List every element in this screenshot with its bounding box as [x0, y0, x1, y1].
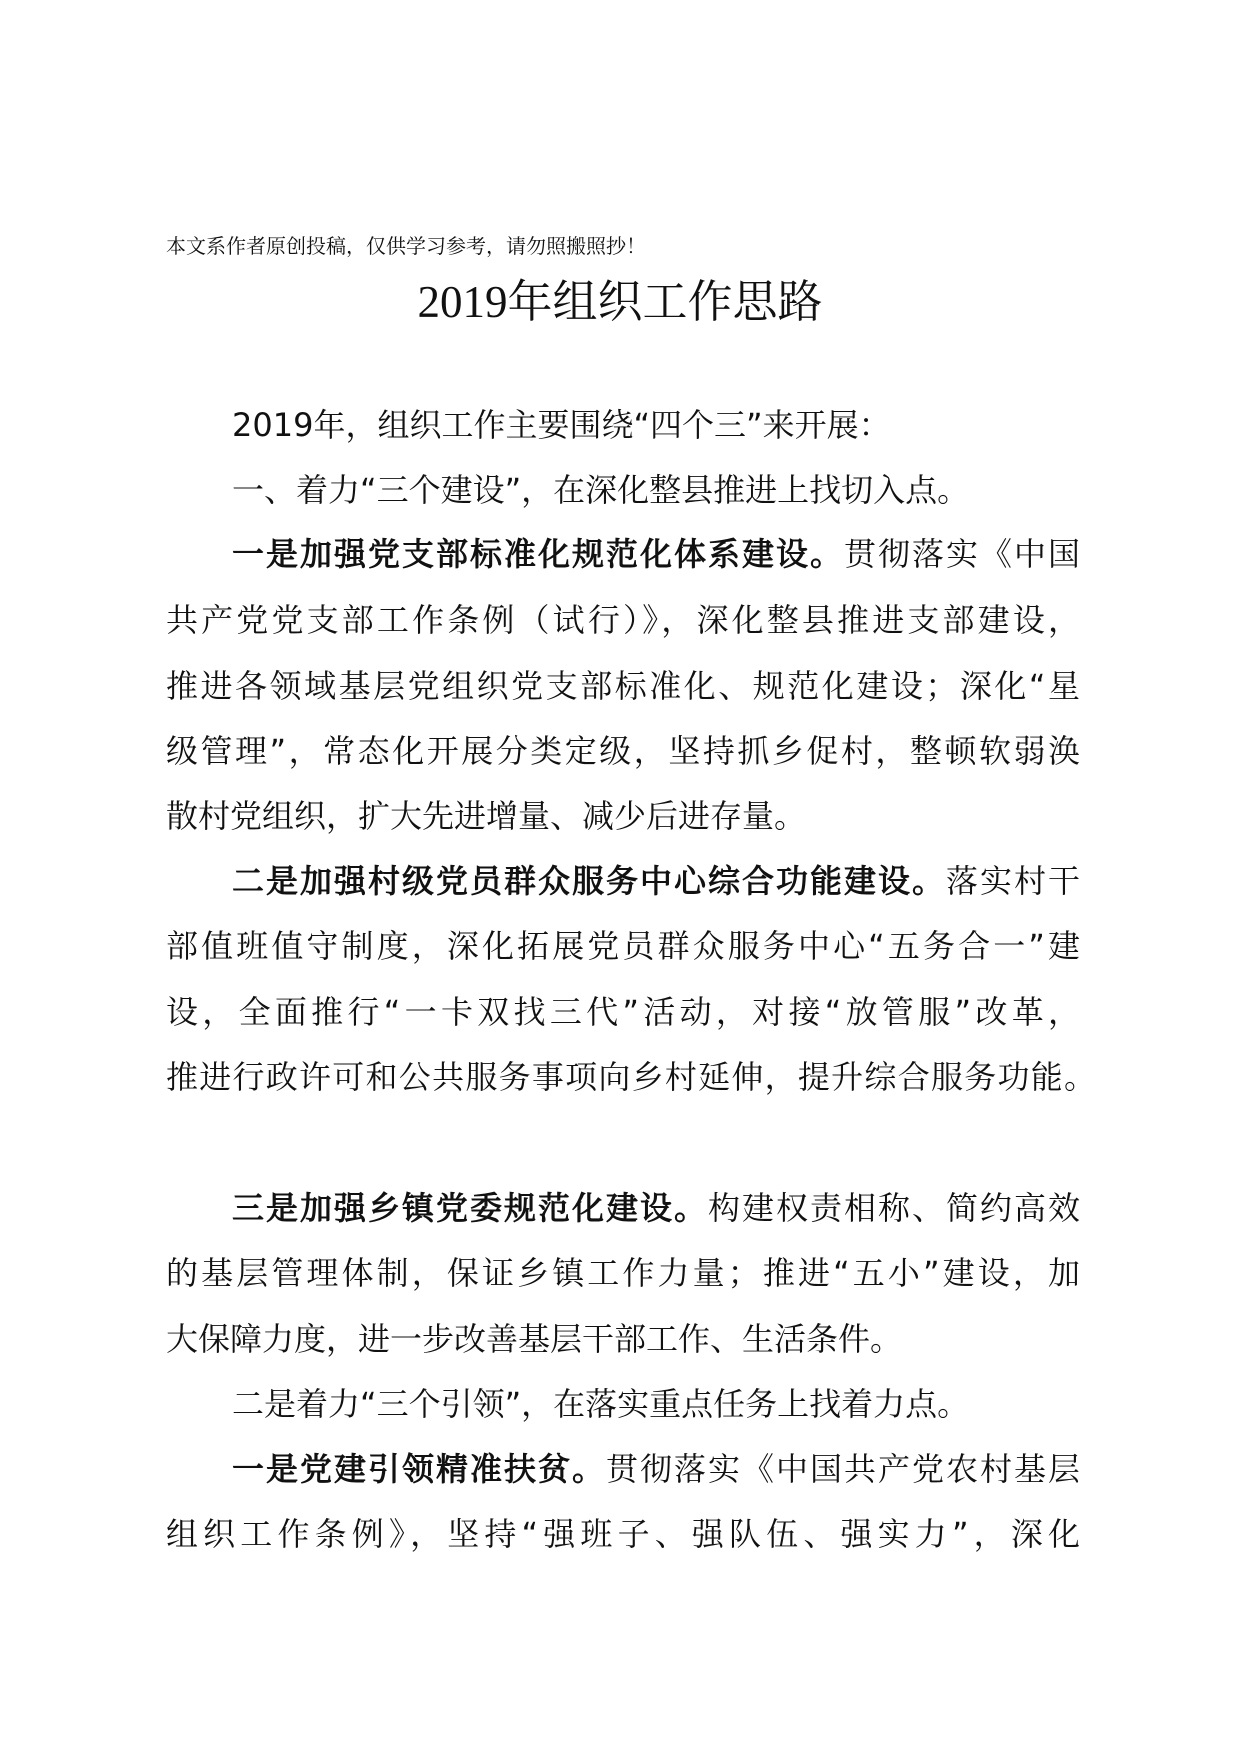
line-text: 构建权责相称、简约高效	[707, 1189, 1080, 1227]
paragraph-line	[166, 1057, 1096, 1097]
line-text: 组织工作条例》，坚持“强班子、强队伍、强实力”，深化	[166, 1515, 1080, 1553]
line-text: 一、着力“三个建设”，在深化整县推进上找切入点。	[232, 471, 970, 509]
line-text: 落实村干	[945, 862, 1080, 900]
line-text: 级管理”，常态化开展分类定级，坚持抓乡促村，整顿软弱涣	[166, 732, 1080, 770]
line-text: 推进各领域基层党组织党支部标准化、规范化建设；深化“星	[166, 667, 1080, 705]
line-text: 贯彻落实《中国共产党农村基层	[606, 1450, 1080, 1488]
paragraph-line	[166, 666, 1080, 706]
paragraph-line	[166, 600, 1080, 640]
section-heading-2	[232, 1384, 1080, 1424]
bold-lead: 一是党建引领精准扶贫。	[232, 1450, 606, 1488]
paragraph-line	[166, 1319, 1080, 1359]
line-text: 部值班值守制度，深化拓展党员群众服务中心“五务合一”建	[166, 927, 1080, 965]
section-heading-1	[232, 470, 1080, 510]
paragraph-line	[232, 534, 1080, 574]
bold-lead: 一是加强党支部标准化规范化体系建设。	[232, 535, 844, 573]
document-title: 2019年组织工作思路	[417, 277, 823, 327]
paragraph-line	[166, 992, 1080, 1032]
paragraph-line	[232, 861, 1080, 901]
bold-lead: 三是加强乡镇党委规范化建设。	[232, 1189, 708, 1227]
copyright-note: 本文系作者原创投稿，仅供学习参考，请勿照搬照抄！	[166, 234, 646, 258]
line-text: 设，全面推行“一卡双找三代”活动，对接“放管服”改革，	[166, 993, 1080, 1031]
paragraph-line	[166, 926, 1080, 966]
paragraph-line	[166, 1253, 1080, 1293]
line-text: 二是着力“三个引领”，在落实重点任务上找着力点。	[232, 1385, 970, 1423]
paragraph-line	[232, 1188, 1080, 1228]
paragraph-line	[166, 796, 1080, 836]
line-text: 大保障力度，进一步改善基层干部工作、生活条件。	[166, 1320, 903, 1358]
intro-line	[232, 405, 1080, 445]
line-text: 共产党党支部工作条例（试行）》，深化整县推进支部建设，	[166, 601, 1080, 639]
paragraph-line	[166, 731, 1080, 771]
line-text: 的基层管理体制，保证乡镇工作力量；推进“五小”建设，加	[166, 1254, 1080, 1292]
line-text: 2019年，组织工作主要围绕“四个三”来开展：	[232, 406, 891, 444]
bold-lead: 二是加强村级党员群众服务中心综合功能建设。	[232, 862, 946, 900]
line-text: 散村党组织，扩大先进增量、减少后进存量。	[166, 797, 807, 835]
line-text: 推进行政许可和公共服务事项向乡村延伸，提升综合服务功能。	[166, 1058, 1096, 1096]
paragraph-line	[166, 1514, 1080, 1554]
paragraph-line	[232, 1449, 1080, 1489]
line-text: 贯彻落实《中国	[843, 535, 1080, 573]
